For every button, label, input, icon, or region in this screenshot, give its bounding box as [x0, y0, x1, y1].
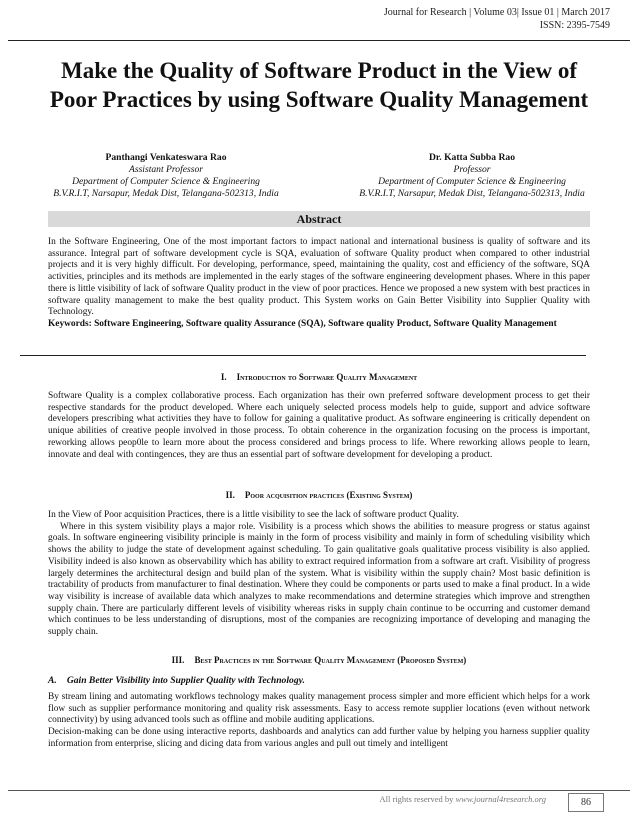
- keywords: Keywords: Software Engineering, Software quality Assurance (SQA), Software quality Product, Software Quality Management: [48, 318, 557, 329]
- section-number: II.: [225, 490, 235, 500]
- paper-title: Make the Quality of Software Product in the View of Poor Practices by using Software Quality Management: [49, 58, 589, 112]
- paragraph: Software Quality is a complex collaborative process. Each organization has their own preferred software development process to get their respective standards for the product developed. Where each uniquely selected process models help to guide, support and advice software developers prescribing what activities they have to follow for gaining a qualitative product. As software engineering is critically dependent on unique abilities of creative people involved in those process. To obtain coherence in the organization focusing on the process is important, reworking allows peop0le to learn more about the process considered and brings process to life. Where reworking allows people to learn, innovate and deal with contingences, they are thus an essential part of software development for developing a product.: [48, 391, 590, 460]
- author-department: Department of Computer Science & Engineering: [378, 176, 566, 187]
- author-1: [16, 152, 316, 200]
- subsection-letter: A.: [48, 675, 57, 686]
- issn: ISSN: 2395-7549: [539, 20, 610, 31]
- section-heading-1: [20, 371, 618, 383]
- header-rule: [8, 40, 630, 41]
- abstract-body: [48, 237, 590, 331]
- paragraph: In the View of Poor acquisition Practices, there is a little visibility to see the lack of software product Quality.: [48, 510, 459, 520]
- paragraph: By stream lining and automating workflows technology makes quality management process simpler and more efficient which helps for a work flow such as supplier performance monitoring and quality risk assessments. Easy to access remote supplier locations (even without network connectivity) by using advanced tools such as offline and mobile auditing applications.: [48, 692, 590, 726]
- abstract-rule: [20, 355, 586, 356]
- section-heading-2: [20, 489, 618, 501]
- author-name: Panthangi Venkateswara Rao: [105, 152, 227, 163]
- author-role: Professor: [453, 164, 491, 175]
- section-title: Poor acquisition practices (Existing System): [244, 490, 413, 500]
- section-heading-3: [20, 654, 618, 666]
- author-name: Dr. Katta Subba Rao: [428, 152, 515, 163]
- journal-header: [384, 6, 610, 32]
- author-affiliation: B.V.R.I.T, Narsapur, Medak Dist, Telangana-502313, India: [359, 188, 585, 199]
- section-title: Best Practices in the Software Quality Management (Proposed System): [194, 655, 467, 665]
- rights-text: All rights reserved by: [379, 794, 454, 804]
- authors-block: [16, 152, 622, 200]
- author-2: [322, 152, 622, 200]
- section-number: I.: [220, 372, 227, 382]
- section-number: III.: [171, 655, 185, 665]
- section-3-body: [48, 692, 590, 751]
- section-1-body: [48, 391, 590, 461]
- abstract-heading: Abstract: [48, 211, 590, 227]
- subsection-title: Gain Better Visibility into Supplier Quality with Technology.: [66, 675, 305, 686]
- subsection-heading: [48, 675, 590, 687]
- footer-rights: [379, 794, 546, 804]
- author-affiliation: B.V.R.I.T, Narsapur, Medak Dist, Telangana-502313, India: [53, 188, 279, 199]
- paragraph: Decision-making can be done using interactive reports, dashboards and analytics can add further value by helping you harness supplier quality information from enterprise, slicing and dicing data from various angles and pull out timely and intelligent: [48, 727, 590, 749]
- section-2-body: [48, 510, 590, 639]
- paragraph: Where in this system visibility plays a major role. Visibility is a process which shows the abilities to measure progress or status against goals. In software engineering visibility principle is mainly in the form of process visibility and mainly in form of scheduling visibility which shows the ability to judge the state of development against scheduling. To gain qualitative goals qualitative process visibility is also applied. Visibility indeed is also known as observability which has ability to extract required information from a software art craft. Visibility of progress largely determines the architectural design and build plan of the system. What is visibility within the supply chain? Most basic definition is tractability of products from manufacturer to final destination. Where they could be components or parts used to make a final product. In a wide way visibility is increase of available data which analyzes to make recommendations and determine strategies which improve and strengthen supply chain. There are particularly different levels of visibility whereas risks in supply chain continue to be occurring and customer demand which continues to be less understanding of disruptions, most of the companies are recognizing importance of developing and managing the supply chain.: [48, 521, 590, 638]
- abstract-text: In the Software Engineering, One of the most important factors to impact national and international business is quality of software and its assurance. Integral part of software development cycle is SQA, evaluation of software Quality product when compared to other industrial projects and it is very highly difficult. For developing, performance, speed, maintaining the quality, cost and efficiency of the software, SQA activities, principles and its methods are implemented in the early stages of the software engineering development phases. Where in this paper there is little visibility of lack of software Quality product in the view of poor practices. Hence we proposed a new system with best practices in software quality management to make the best quality product. This System works on Gain Better Visibility into Supplier Quality with Technology.: [48, 237, 590, 318]
- journal-url-link[interactable]: www.journal4research.org: [455, 794, 546, 804]
- journal-info: Journal for Research | Volume 03| Issue 01 | March 2017: [383, 7, 610, 18]
- section-title: Introduction to Software Quality Management: [236, 372, 418, 382]
- footer-rule: [8, 790, 630, 791]
- author-department: Department of Computer Science & Engineering: [72, 176, 260, 187]
- author-role: Assistant Professor: [128, 164, 203, 175]
- page-number: 86: [568, 793, 604, 812]
